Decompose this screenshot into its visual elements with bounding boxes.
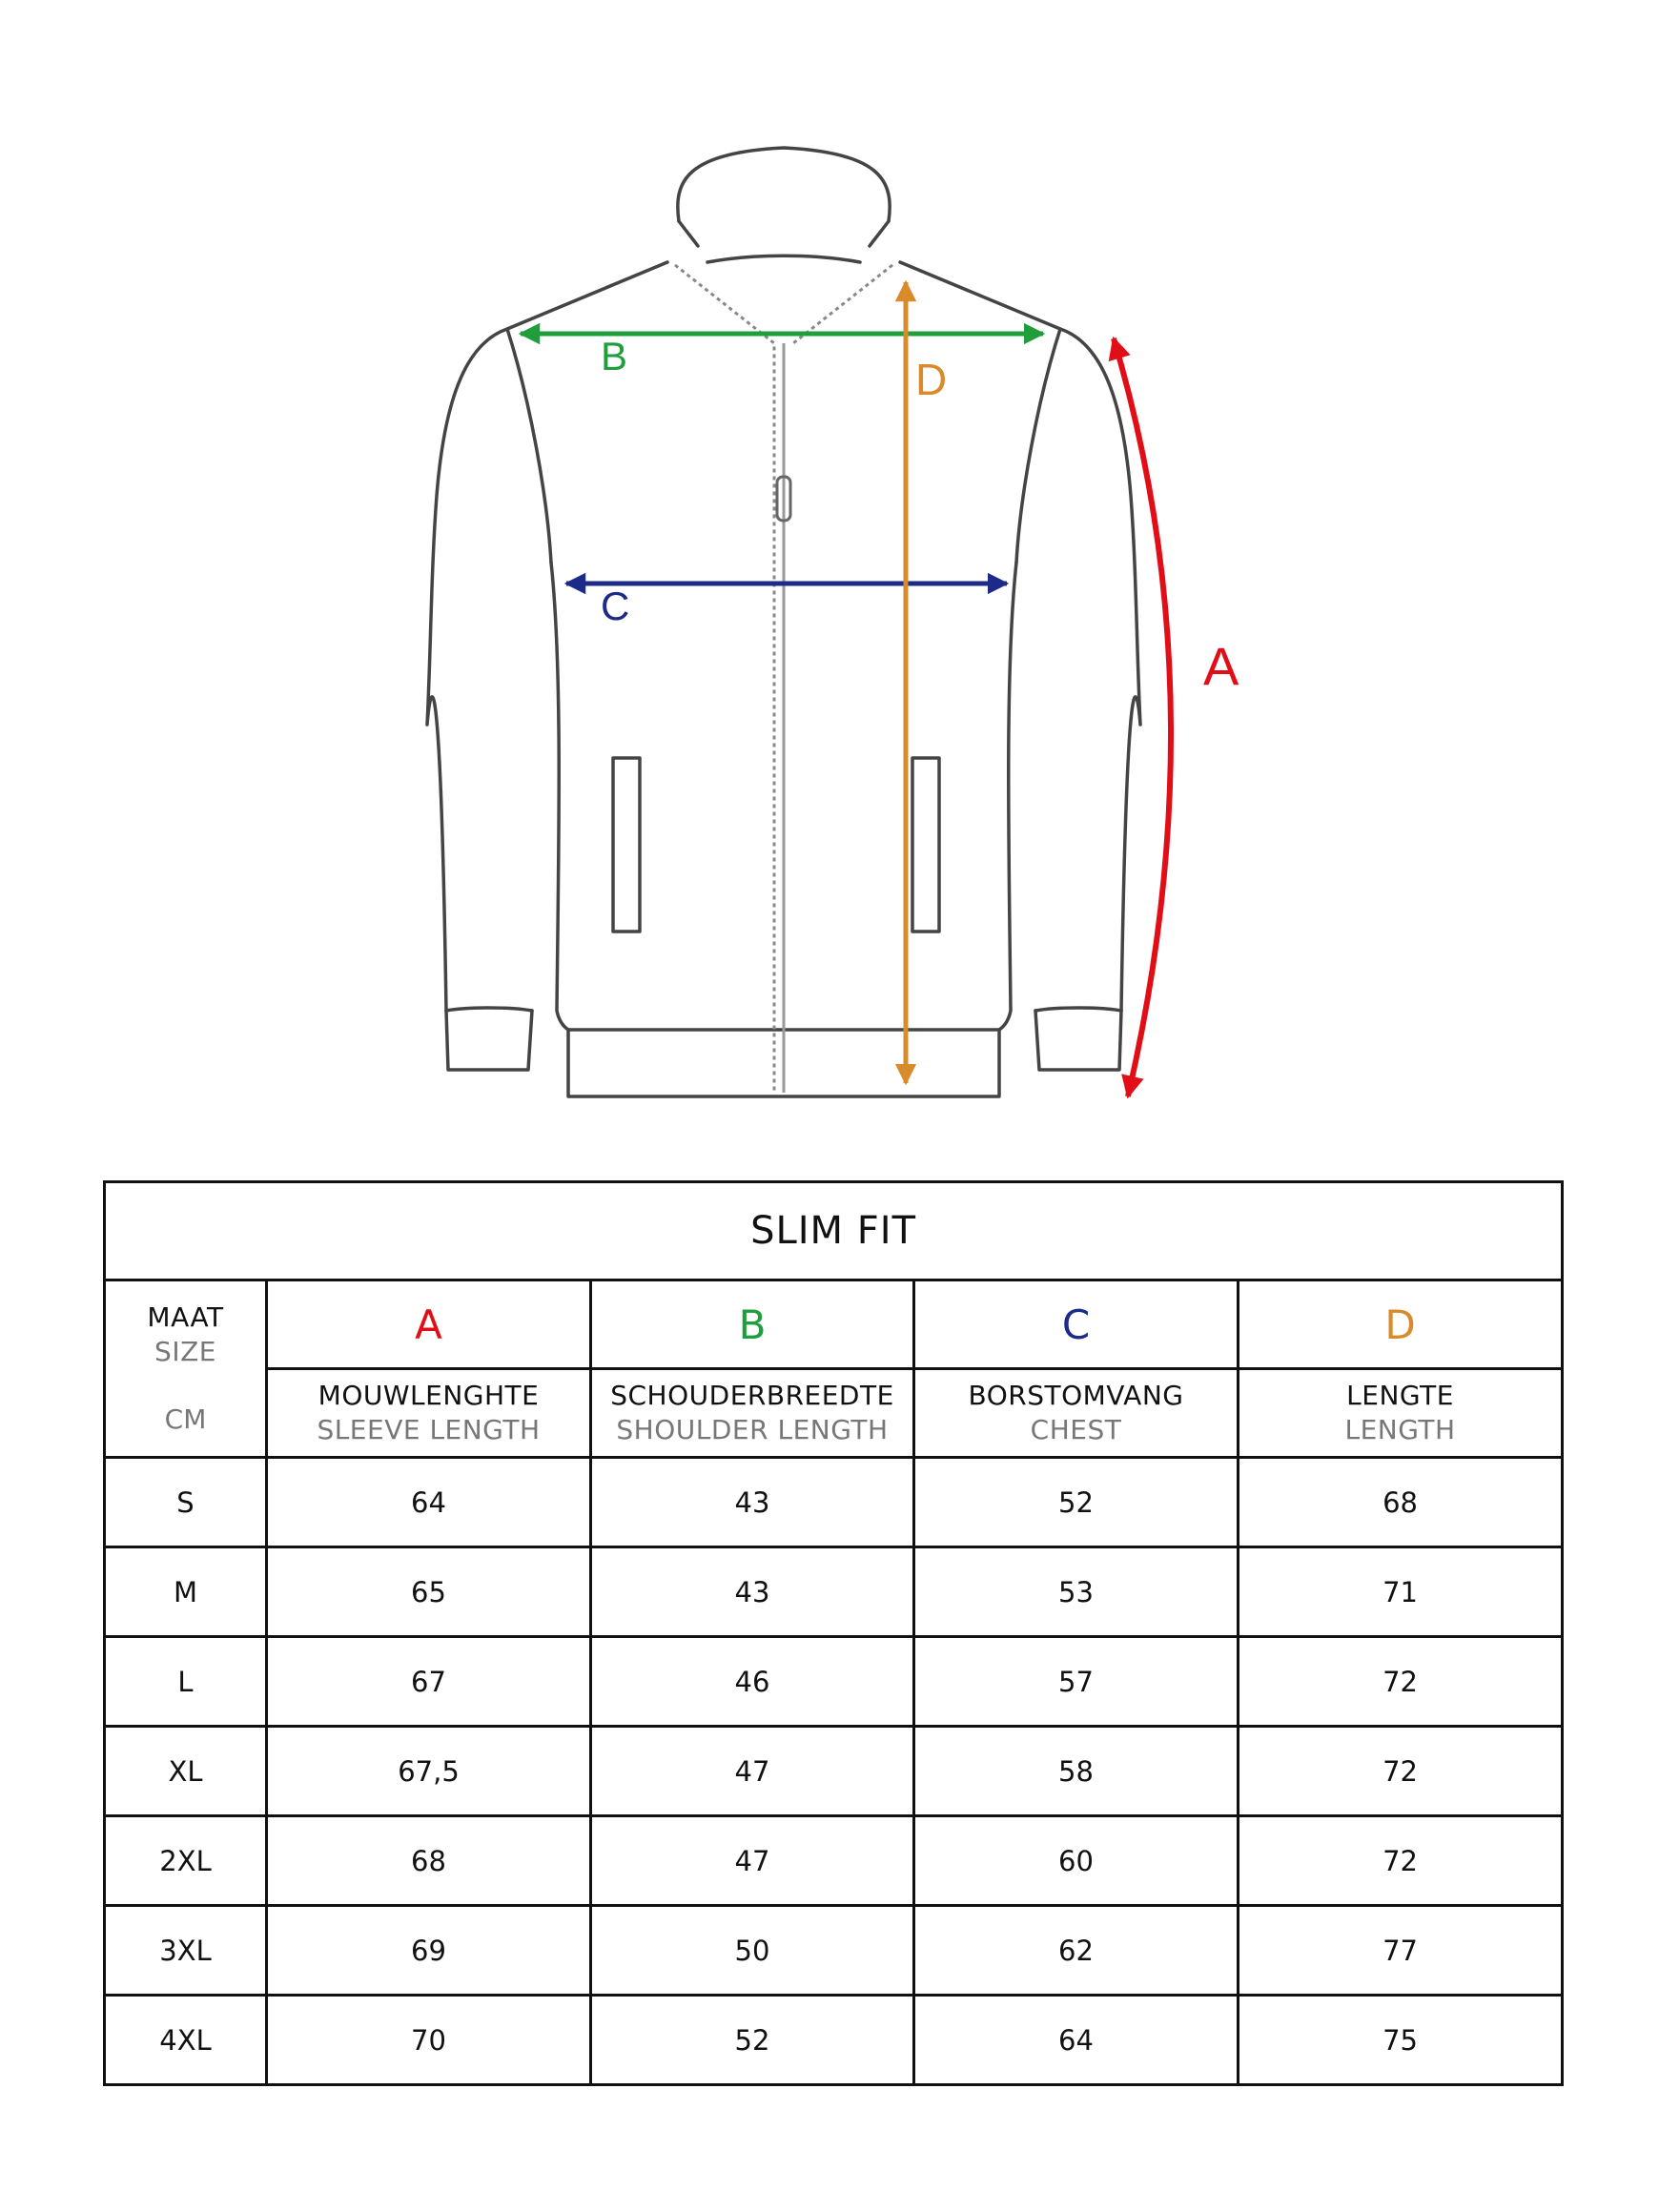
value-cell-d: 75	[1239, 1996, 1563, 2085]
value-cell-d: 72	[1239, 1727, 1563, 1816]
value-cell-d: 72	[1239, 1816, 1563, 1906]
measure-b-label: B	[601, 334, 628, 379]
column-label-en: CHEST	[1030, 1414, 1122, 1445]
value-cell-b: 46	[591, 1637, 914, 1727]
table-row	[105, 1547, 1563, 1637]
value-cell-c: 64	[914, 1996, 1239, 2085]
column-letter-c: C	[914, 1280, 1239, 1369]
table-row	[105, 1996, 1563, 2085]
column-label-nl: MOUWLENGHTE	[317, 1379, 540, 1411]
value-cell-d: 72	[1239, 1637, 1563, 1727]
measure-c-label: C	[601, 584, 630, 628]
value-cell-d: 77	[1239, 1906, 1563, 1996]
value-cell-c: 52	[914, 1458, 1239, 1547]
value-cell-a: 65	[267, 1547, 591, 1637]
value-cell-c: 57	[914, 1637, 1239, 1727]
table-title: SLIM FIT	[105, 1182, 1563, 1280]
value-cell-b: 52	[591, 1996, 914, 2085]
table-row	[105, 1458, 1563, 1547]
size-header-en: SIZE	[154, 1336, 216, 1368]
size-cell: 2XL	[105, 1816, 267, 1906]
value-cell-a: 69	[267, 1906, 591, 1996]
value-cell-a: 67,5	[267, 1727, 591, 1816]
value-cell-a: 67	[267, 1637, 591, 1727]
value-cell-b: 47	[591, 1816, 914, 1906]
size-cell: XL	[105, 1727, 267, 1816]
value-cell-d: 71	[1239, 1547, 1563, 1637]
table-row	[105, 1816, 1563, 1906]
column-label-b	[591, 1369, 914, 1458]
zipper	[675, 265, 892, 1093]
column-label-d	[1239, 1369, 1563, 1458]
value-cell-c: 62	[914, 1906, 1239, 1996]
column-letter-a: A	[267, 1280, 591, 1369]
unit-label: CM	[164, 1403, 207, 1435]
size-cell: 3XL	[105, 1906, 267, 1996]
size-cell: S	[105, 1458, 267, 1547]
column-label-c	[914, 1369, 1239, 1458]
size-cell: L	[105, 1637, 267, 1727]
value-cell-a: 70	[267, 1996, 591, 2085]
column-label-nl: LENGTE	[1346, 1379, 1454, 1411]
column-label-en: SLEEVE LENGTH	[317, 1414, 541, 1445]
size-cell: M	[105, 1547, 267, 1637]
size-cell: 4XL	[105, 1996, 267, 2085]
value-cell-c: 53	[914, 1547, 1239, 1637]
size-header-cell	[105, 1280, 267, 1458]
value-cell-b: 50	[591, 1906, 914, 1996]
table-row	[105, 1637, 1563, 1727]
column-letter-b: B	[591, 1280, 914, 1369]
value-cell-a: 64	[267, 1458, 591, 1547]
column-label-a	[267, 1369, 591, 1458]
column-label-en: LENGTH	[1344, 1414, 1456, 1445]
value-cell-a: 68	[267, 1816, 591, 1906]
column-label-en: SHOULDER LENGTH	[616, 1414, 889, 1445]
size-table	[103, 1180, 1564, 2086]
table-row	[105, 1906, 1563, 1996]
column-label-nl: BORSTOMVANG	[968, 1379, 1184, 1411]
size-header-nl: MAAT	[147, 1301, 224, 1333]
measure-d-label: D	[915, 355, 948, 404]
measure-a-label: A	[1203, 636, 1239, 696]
value-cell-d: 68	[1239, 1458, 1563, 1547]
value-cell-c: 60	[914, 1816, 1239, 1906]
value-cell-b: 47	[591, 1727, 914, 1816]
value-cell-b: 43	[591, 1458, 914, 1547]
value-cell-c: 58	[914, 1727, 1239, 1816]
column-label-nl: SCHOUDERBREEDTE	[610, 1379, 894, 1411]
value-cell-b: 43	[591, 1547, 914, 1637]
column-letter-d: D	[1239, 1280, 1563, 1369]
table-row	[105, 1727, 1563, 1816]
